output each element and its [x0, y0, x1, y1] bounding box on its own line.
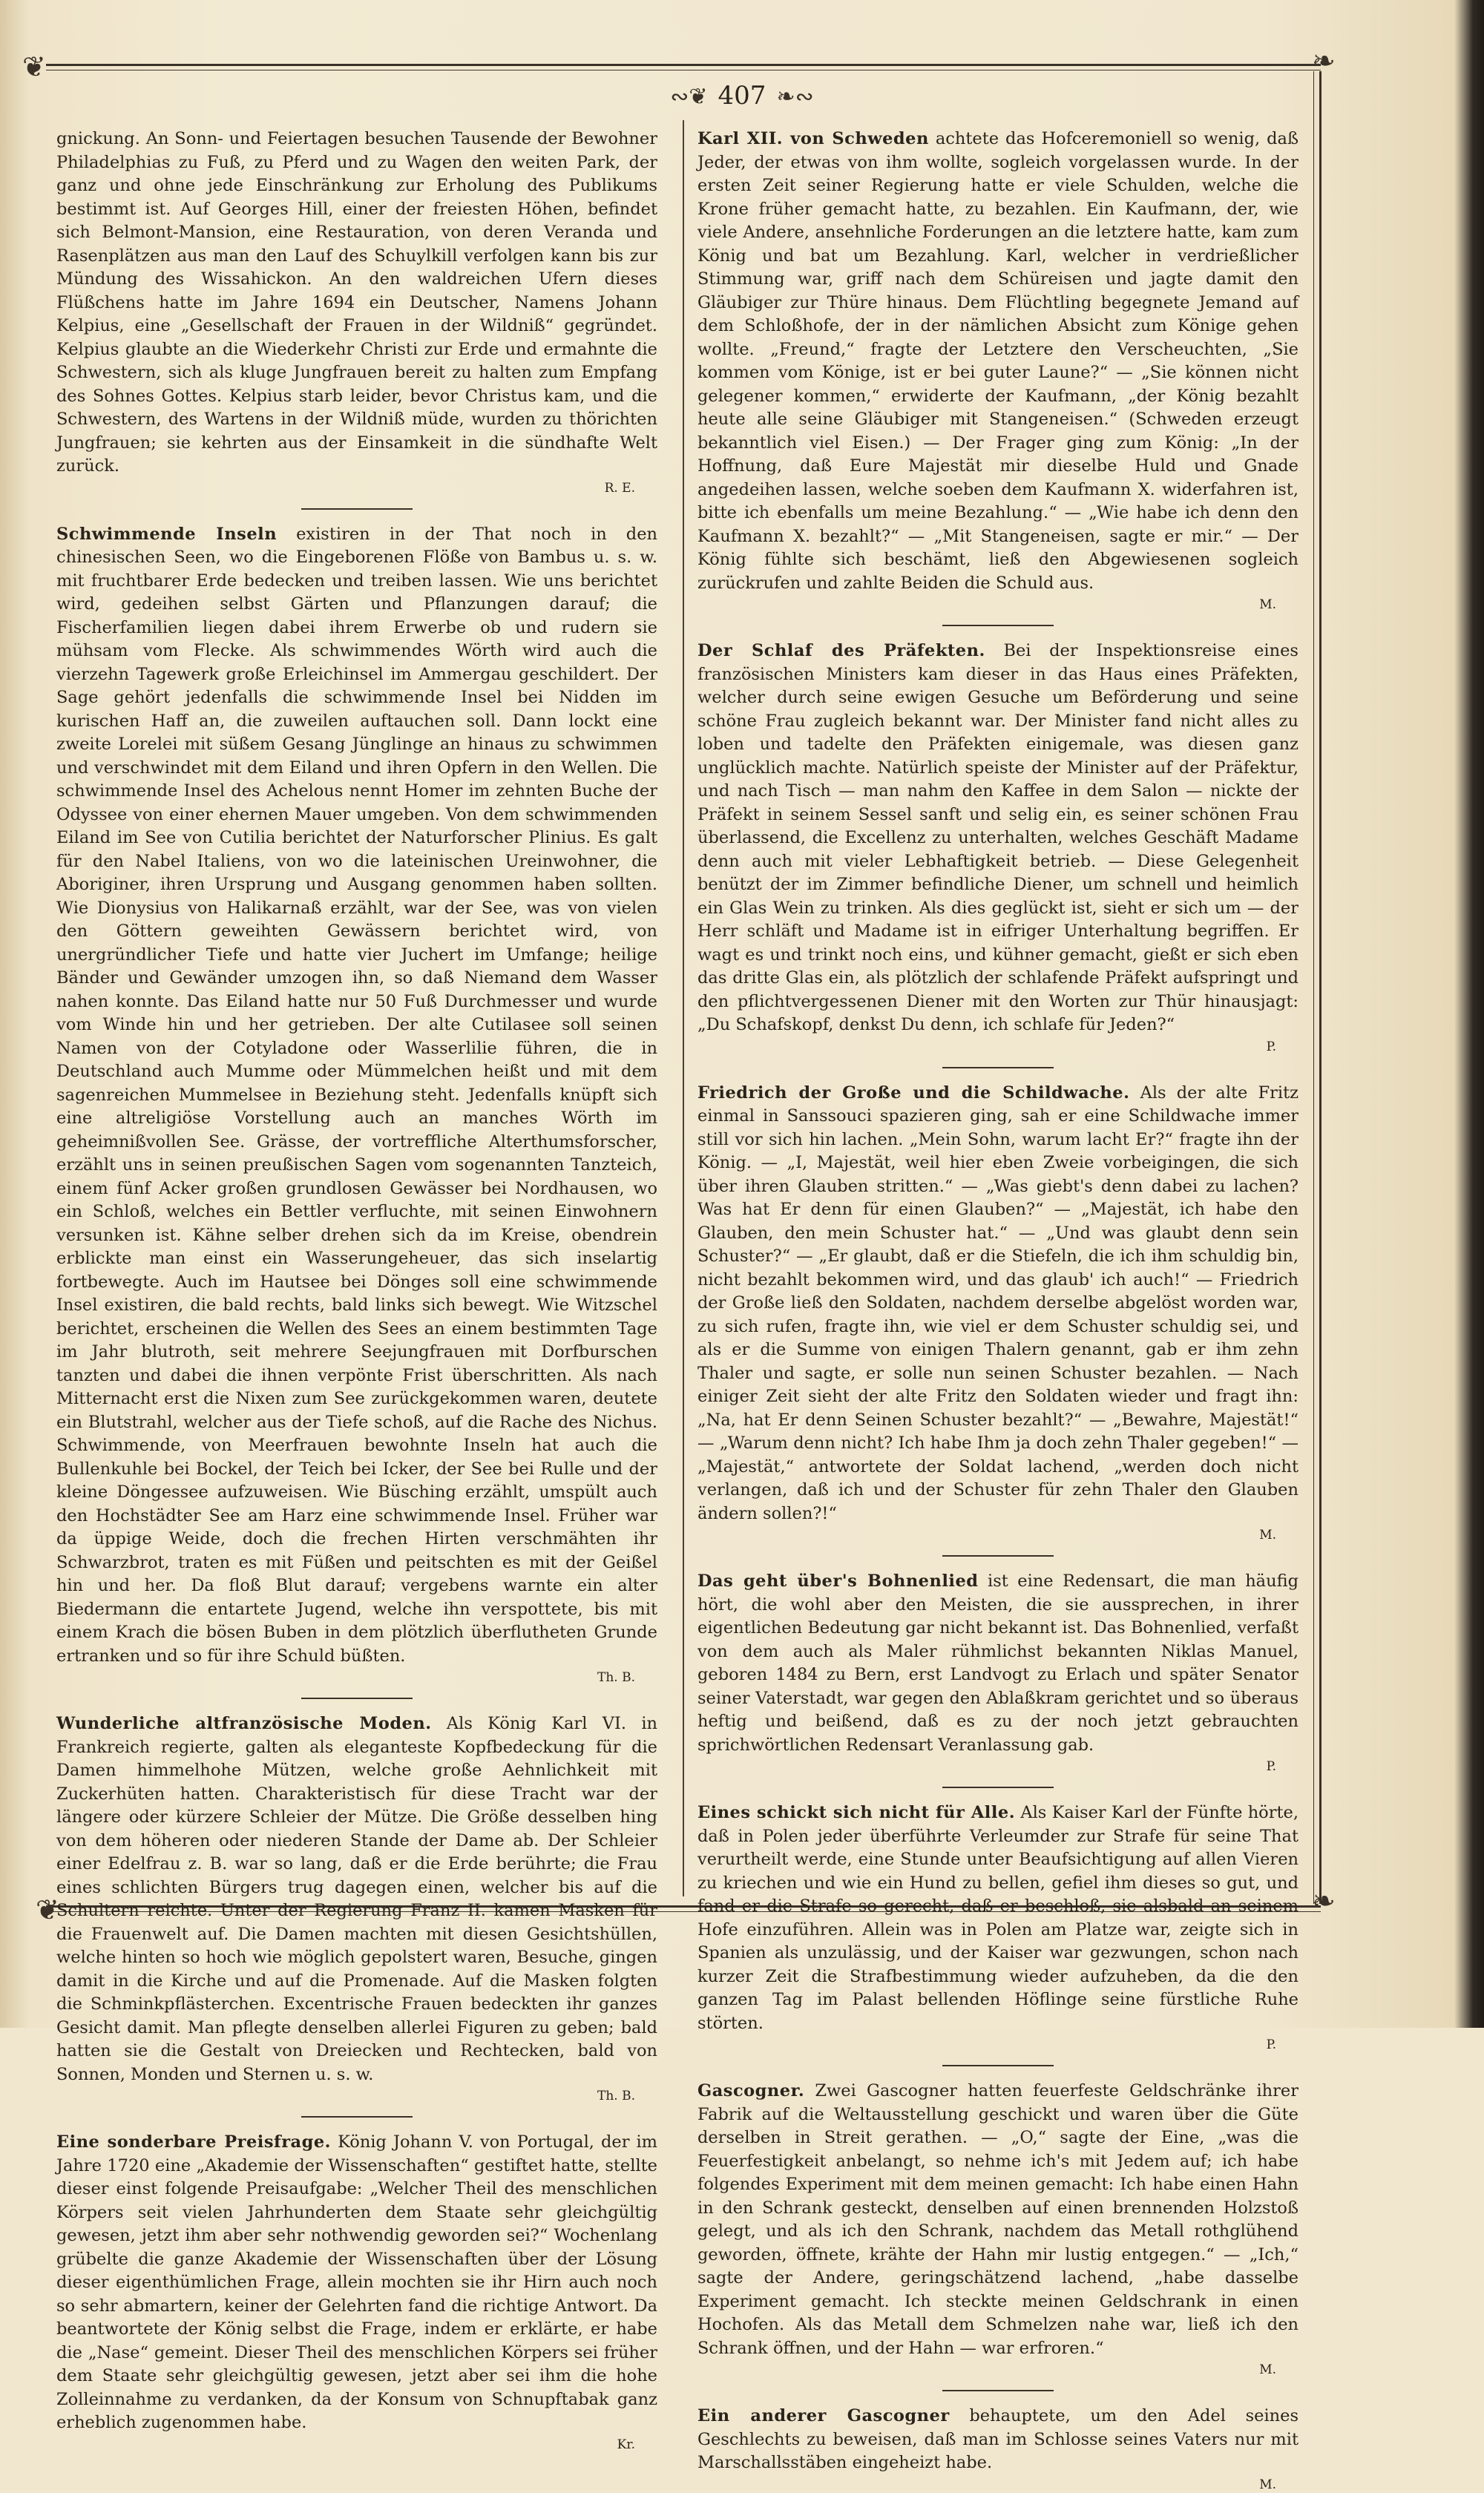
top-rule: [46, 64, 1321, 66]
article-separator: [301, 1698, 413, 1699]
article-signature: P.: [1266, 1039, 1276, 1054]
article-kelpius: [56, 128, 657, 496]
article-text: behauptete, um den Adel seines Geschlechts zu beweisen, daß man im Schlosse seines Vaters nur mit Marschallsstäben eingeheizt habe.: [697, 2406, 1298, 2472]
article-schlaf-des-praefekten: [697, 640, 1298, 1055]
column-divider: [683, 120, 684, 1896]
article-separator: [942, 625, 1054, 626]
article-headline: Schwimmende Inseln: [56, 524, 278, 544]
article-headline: Gascogner.: [697, 2081, 805, 2101]
article-headline: Eine sonderbare Preisfrage.: [56, 2132, 332, 2152]
article-separator: [942, 2390, 1054, 2391]
article-schwimmende-inseln: [56, 523, 657, 1686]
article-signature: Kr.: [617, 2437, 635, 2452]
article-body: [697, 640, 1298, 1037]
corner-ornament-icon: ❧: [1312, 1885, 1336, 1917]
page-number: 407: [718, 81, 766, 111]
article-text: Als König Karl VI. in Frankreich regierte, galten als eleganteste Kopfbedeckung für die Damen himmelhohe Mützen, welche große Aehnlichkeit mit Zuckerhüten hatten. Charakteristisch für diese Tracht war der längere oder kürzere Schleier der Mütze. Die Größe desselben hing von dem höheren oder niederen Stande der Dame ab. Der Schleier einer Edelfrau z. B. war so lang, daß er die Erde berührte; die Frau eines schlichten Bürgers trug dagegen einen, welcher bis auf die Schultern reichte. Unter der Regierung Franz II. kamen Masken für die Frauenwelt auf. Die Damen machten mit diesen Gesichtshüllen, welche hinten so hoch wie möglich gepolstert waren, Besuche, gingen damit in die Kirche und auf die Promenade. Auf die Masken folgten die Schminkpflästerchen. Excentrische Frauen bedeckten ihr ganzes Gesicht damit. Man pflegte denselben allerlei Figuren zu geben; bald hatten sie die Gestalt von Dreiecken und Rechtecken, bald von Sonnen, Monden und Sternen u. s. w.: [56, 1714, 658, 2084]
article-text: Als der alte Fritz einmal in Sanssouci spazieren ging, sah er eine Schildwache immer still vor sich hin lachen. „Mein Sohn, warum lacht Er?“ fragte ihn der König. — „I, Majestät, weil hier eben Zweie vorbeigingen, die sich über ihren Glauben stritten.“ — „Was giebt's denn dabei zu lachen? Was hat Er denn für einen Glauben?“ — „Majestät, ich habe den Glauben, den mein Schuster hat.“ — „Und was glaubt denn sein Schuster?“ — „Er glaubt, daß er die Stiefeln, die ich ihm schuldig bin, nicht bezahlt bekommen wird, und das glaub' ich auch!“ — Friedrich der Große ließ den Soldaten, nachdem derselbe abgelöst worden war, zu sich rufen, fragte ihn, wie viel er dem Schuster schuldig sei, und als er die Summe von einigen Thalern genannt, gab er ihm zehn Thaler und sagte, er solle nun seinen Schuster bezahlen. — Nach einiger Zeit sieht der alte Fritz den Soldaten wieder und fragt ihn: „Na, hat Er denn Seinen Schuster bezahlt?“ — „Bewahre, Majestät!“ — „Warum denn nicht? Ich habe Ihm ja doch zehn Thaler gegeben!“ — „Majestät,“ antwortete der Soldat lachend, „werden doch nicht verlangen, daß ich und der Schuster für zehn Thaler den Glauben ändern sollen?!“: [697, 1083, 1298, 1523]
article-signature: P.: [1266, 2037, 1276, 2052]
article-separator: [301, 2116, 413, 2118]
article-separator: [942, 2065, 1054, 2066]
article-separator: [301, 508, 413, 510]
article-signature: P.: [1266, 1759, 1276, 1774]
article-headline: Ein anderer Gascogner: [697, 2406, 950, 2425]
article-body: [56, 1712, 657, 2086]
article-karl-xii: [697, 128, 1298, 613]
article-text: Zwei Gascogner hatten feuerfeste Geldschränke ihrer Fabrik auf die Weltausstellung geschickt und waren über die Güte derselben in Streit gerathen. — „O,“ sagte der Eine, „was die Feuerfestigkeit anbelangt, so nehme ich's mit Jedem auf; ich habe folgendes Experiment mit dem meinen gemacht: Ich habe einen Hahn in den Schrank gesteckt, denselben auf einen brennenden Holzstoß gelegt, und als ich den Schrank, nachdem das Metall rothglühend geworden, öffnete, krähte der Hahn mir lustig entgegen.“ — „Ich,“ sagte der Andere, geringschätzend lachend, „habe dasselbe Experiment gemacht. Ich steckte meinen Geldschrank in einen Hochofen. Als das Metall dem Schmelzen nahe war, ließ ich den Schrank öffnen, und der Hahn — war erfroren.“: [697, 2081, 1298, 2358]
article-separator: [942, 1555, 1054, 1557]
article-signature: Th. B.: [597, 2089, 635, 2103]
article-body: [697, 2080, 1298, 2360]
article-body: [697, 1801, 1298, 2035]
article-preisfrage: [56, 2131, 657, 2453]
article-body: [697, 1570, 1298, 1757]
article-headline: Der Schlaf des Präfekten.: [697, 641, 985, 660]
article-body: [56, 523, 657, 1669]
article-friedrich-schildwache: [697, 1082, 1298, 1544]
article-bohnenlied: [697, 1570, 1298, 1775]
article-signature: M.: [1259, 1528, 1276, 1543]
article-text: gnickung. An Sonn- und Feiertagen besuchen Tausende der Bewohner Philadelphias zu Fuß, zu Pferd und zu Wagen den weiten Park, der ganz und ohne jede Einschränkung zur Erholung des Publikums bestimmt ist. Auf Georges Hill, einer der freiesten Höhen, befindet sich Belmont-Mansion, eine Restauration, von deren Veranda und Rasenplätzen aus man den Lauf des Schuylkill verfolgen kann bis zur Mündung des Wissahickon. An den waldreichen Ufern dieses Flüßchens hatte im Jahre 1694 ein Deutscher, Namens Johann Kelpius, eine „Gesellschaft der Frauen in der Wildniß“ gegründet. Kelpius glaubte an die Wiederkehr Christi zur Erde und ermahnte die Schwestern, sich als kluge Jungfrauen bereit zu halten zum Empfang des Sohnes Gottes. Kelpius starb leider, bevor Christus kam, und die Schwestern, des Wartens in der Wildniß müde, wurden zu thörichten Jungfrauen; sie kehrten aus der Einsamkeit in die sündhafte Welt zurück.: [56, 129, 657, 476]
article-body: [56, 2131, 657, 2435]
left-column: [56, 128, 658, 2452]
article-headline: Das geht über's Bohnenlied: [697, 1571, 979, 1591]
right-border-rule: [1319, 71, 1322, 1904]
article-gascogner: [697, 2080, 1298, 2378]
article-text: Als Kaiser Karl der Fünfte hörte, daß in Polen jeder überführte Verleumder zur Strafe für seine That verurtheilt werde, eine Stunde unter Beaufsichtigung auf allen Vieren zu kriechen und wie ein Hund zu bellen, gefiel ihm dieses so gut, und fand er die Strafe so gerecht, daß er beschloß, sie alsbald an seinem Hofe einzuführen. Allein was in Polen am Platze war, zeigte sich in Spanien als unzulässig, und der Kaiser war gezwungen, schon nach kurzer Zeit die Strafbestimmung wieder aufzuheben, da die den ganzen Tag im Palast bellenden Höflinge seine fürstliche Ruhe störten.: [697, 1803, 1298, 2033]
article-body: [697, 128, 1298, 595]
article-headline: Eines schickt sich nicht für Alle.: [697, 1803, 1016, 1822]
swirl-ornament-icon: ∾❦: [670, 84, 708, 110]
article-text: existiren in der That noch in den chinesischen Seen, wo die Eingeborenen Flöße von Bambus u. s. w. mit fruchtbarer Erde bedecken und treiben lassen. Wie uns berichtet wird, gedeihen selbst Gärten und Pflanzungen darauf; die Fischerfamilien liegen dabei ihrem Erwerbe ob und rudern sie mühsam vom Flecke. Als schwimmendes Wörth wird auch die vierzehn Tagewerk große Erleichinsel im Ammergau geschildert. Der Sage gehört jedenfalls die schwimmende Insel bei Nidden im kurischen Haff an, die zuweilen auftauchen soll. Dann lockt eine zweite Lorelei mit süßem Gesang Jünglinge an hinaus zu schwimmen und verschwindet mit dem Eiland und ihren Opfern in den Wellen. Die schwimmende Insel des Achelous nennt Homer im zehnten Buche der Odyssee von einer ehernen Mauer umgeben. Von dem schwimmenden Eiland im See von Cutilia berichtet der Naturforscher Plinius. Es galt für den Nabel Italiens, von wo die lateinischen Ureinwohner, die Aboriginer, ihren Ursprung und Ausgang genommen haben sollten. Wie Dionysius von Halikarnaß erzählt, war der See, was von vielen den Göttern geweihten Gewässern berichtet wird, von unergründlicher Tiefe und hatte vier Juchert im Umfange; heilige Bänder und Gewänder umzogen ihn, so daß Niemand dem Wasser nahen konnte. Das Eiland hatte nur 50 Fuß Durchmesser und wurde vom Winde hin und her getrieben. Der alte Cutilasee soll seinen Namen von der Cotyladone oder Wasserlilie führen, die in Deutschland auch Mummе oder Mümmelchen heißt und mit dem sagenreichen Mummelsee in Beziehung steht. Jedenfalls knüpft sich eine altreligiöse Vorstellung auch an manches Wörth im geheimnißvollen See. Grässe, der vortreffliche Alterthumsforscher, erzählt uns in seinen preußischen Sagen vom sogenannten Tanzteich, einem fünf Acker großen grundlosen Gewässer bei Nordhausen, wo ein Schloß, welches ein Bettler verfluchte, mit seinen Einwohnern versunken ist. Kähne selber drehen sich da im Kreise, obendrein erblickte man einst ein Wasserungeheuer, das sich inselartig fortbewegte. Auch im Hautsee bei Dönges soll eine schwimmende Insel existiren, die bald rechts, bald links sich bewegt. Wie Witzschel berichtet, erscheinen die Wellen des Sees an einem bestimmten Tage im Jahr blutroth, seit mehrere Seejungfrauen mit Dorfburschen tanzten und dabei die ihnen verpönte Frist überschritten. Als nach Mitternacht erst die Nixen zum See zurückgekommen waren, deutete ein Blutstrahl, welcher aus der Tiefe schoß, auf die Rache des Nichus. Schwimmende, von Meerfrauen bewohnte Inseln hat auch die Bullenkuhle bei Bockel, der Teich bei Icker, der See bei Rulle und der kleine Döngessee aufzuweisen. Wie Büsching erzählt, umspült auch den Hochstädter See am Harz eine schwimmende Insel. Früher war da üppige Weide, doch die frechen Hirten verschmähten ihr Schwarzbrot, traten es mit Füßen und peitschten es mit der Geißel hin und her. Da floß Blut darauf; vergebens warnte ein alter Biedermann die entartete Jugend, welche ihn verspottete, bis mit einem Krach die bösen Buben in dem plötzlich überflutheten Grunde ertranken und so für ihre Schuld büßten.: [56, 524, 658, 1666]
page-header: [579, 77, 905, 114]
article-separator: [942, 1787, 1054, 1788]
article-eines-schickt-sich: [697, 1801, 1298, 2053]
article-headline: Friedrich der Große und die Schildwache.: [697, 1083, 1130, 1103]
article-body: [697, 2405, 1298, 2475]
article-text: Bei der Inspektionsreise eines französischen Ministers kam dieser in das Haus eines Präfekten, welcher durch seine ewigen Gesuche um Beförderung und seine schöne Frau zugleich bekannt war. Der Minister fand nicht alles zu loben und tadelte den Präfekten einigemale, was diesen ganz unglücklich machte. Natürlich speiste der Minister auf der Präfektur, und nach Tisch — man nahm den Kaffee in dem Salon — nickte der Präfekt in seinem Sessel sanft und selig ein, es seiner schönen Frau überlassend, die Excellenz zu unterhalten, welches Geschäft Madame denn auch mit vieler Lebhaftigkeit betrieb. — Diese Gelegenheit benützt der im Zimmer befindliche Diener, um schnell und heimlich ein Glas Wein zu trinken. Als dies geglückt ist, sieht er sich um — der Herr schläft und Madame ist in eifriger Unterhaltung begriffen. Er wagt es und trinkt noch eins, und kühner gemacht, gießt er sich eben das dritte Glas ein, als plötzlich der schlafende Präfekt aufspringt und den pflichtvergessenen Diener mit den Worten zur Thür hinausjagt: „Du Schafskopf, denkst Du denn, ich schlafe für Jeden?“: [697, 641, 1298, 1034]
article-text: König Johann V. von Portugal, der im Jahre 1720 eine „Akademie der Wissenschaften“ gestiftet hatte, stellte dieser einst folgende Preisaufgabe: „Welcher Theil des menschlichen Körpers seit vielen Jahrhunderten dem Staate sehr gleichgültig gewesen, jetzt ihm aber sehr nothwendig geworden sei?“ Wochenlang grübelte die ganze Akademie der Wissenschaften über der Lösung dieser eigenthümlichen Frage, allein mochten sie ihr Hirn auch noch so sehr abmartern, keiner der Gelehrten fand die richtige Antwort. Da beantwortete der König selbst die Frage, indem er erklärte, er habe die „Nase“ gemeint. Dieser Theil des menschlichen Körpers sei früher dem Staate sehr gleichgültig gewesen, jetzt aber sei ihm die hohe Zolleinnahme zu verdanken, da der Konsum von Schnupftabak ganz erheblich zugenommen habe.: [56, 2132, 658, 2432]
corner-ornament-icon: ❧: [1312, 45, 1336, 77]
article-body: [56, 128, 657, 479]
corner-ornament-icon: ❦: [22, 50, 46, 83]
article-headline: Karl XII. von Schweden: [697, 129, 929, 148]
article-altfranzoesische-moden: [56, 1712, 657, 2104]
article-separator: [942, 1067, 1054, 1068]
article-anderer-gascogner: [697, 2405, 1298, 2493]
article-signature: M.: [1259, 597, 1276, 612]
article-text: achtete das Hofceremoniell so wenig, daß Jeder, der etwas von ihm wollte, sogleich vorgelassen wurde. In der ersten Zeit seiner Regierung hatte er viele Schulden, welche die Krone früher gemacht hatte, zu bezahlen. Ein Kaufmann, der, wie viele Andere, ansehnliche Forderungen an die letztere hatte, kam zum König und bat um Bezahlung. Karl, welcher in verdrießlicher Stimmung war, griff nach dem Schüreisen und jagte damit den Gläubiger zur Thüre hinaus. Dem Flüchtling begegnete Jemand auf dem Schloßhofe, der in der nämlichen Absicht zum Könige gehen wollte. „Freund,“ fragte der Letztere den Verscheuchten, „Sie kommen vom Könige, ist er bei guter Laune?“ — „Sie können nicht gelegener kommen,“ erwiderte der Kaufmann, „der König bezahlt heute alle seine Gläubiger mit Stangeneisen.“ (Schweden erzeugt bekanntlich viel Eisen.) — Der Frager ging zum König: „In der Hoffnung, daß Eure Majestät mir dieselbe Huld und Gnade angedeihen lassen, welche soeben dem Kaufmann X. widerfahren ist, bitte ich ebenfalls um meine Bezahlung.“ — „Wie habe ich denn den Kaufmann X. bezahlt?“ — „Mit Stangeneisen, sagte er mir.“ — Der König fühlte sich beschämt, ließ den Abgewiesenen sogleich zurückrufen und zahlte Beiden die Schuld aus.: [697, 129, 1298, 593]
article-signature: M.: [1259, 2362, 1276, 2377]
right-border-rule-thin: [1313, 71, 1314, 1904]
article-text: ist eine Redensart, die man häufig hört, die wohl aber den Meisten, die sie aussprechen, in ihrer eigentlichen Bedeutung gar nicht bekannt ist. Das Bohnenlied, verfaßt von dem auch als Maler rühmlichst bekannten Niklas Manuel, geboren 1484 zu Bern, erst Landvogt zu Erlach und später Senator seiner Vaterstadt, war gegen den Ablaßkram gerichtet und so überaus heftig und beißend, daß es zu der noch jetzt gebrauchten sprichwörtlichen Redensart Veranlassung gab.: [697, 1571, 1298, 1755]
article-signature: Th. B.: [597, 1670, 635, 1685]
corner-ornament-icon: ❦: [36, 1893, 59, 1926]
article-signature: M.: [1259, 2477, 1276, 2492]
article-body: [697, 1082, 1298, 1526]
swirl-ornament-icon: ❧∾: [776, 84, 814, 110]
article-signature: R. E.: [604, 480, 635, 496]
right-column: [697, 128, 1298, 2492]
article-headline: Wunderliche altfranzösische Moden.: [56, 1714, 432, 1733]
